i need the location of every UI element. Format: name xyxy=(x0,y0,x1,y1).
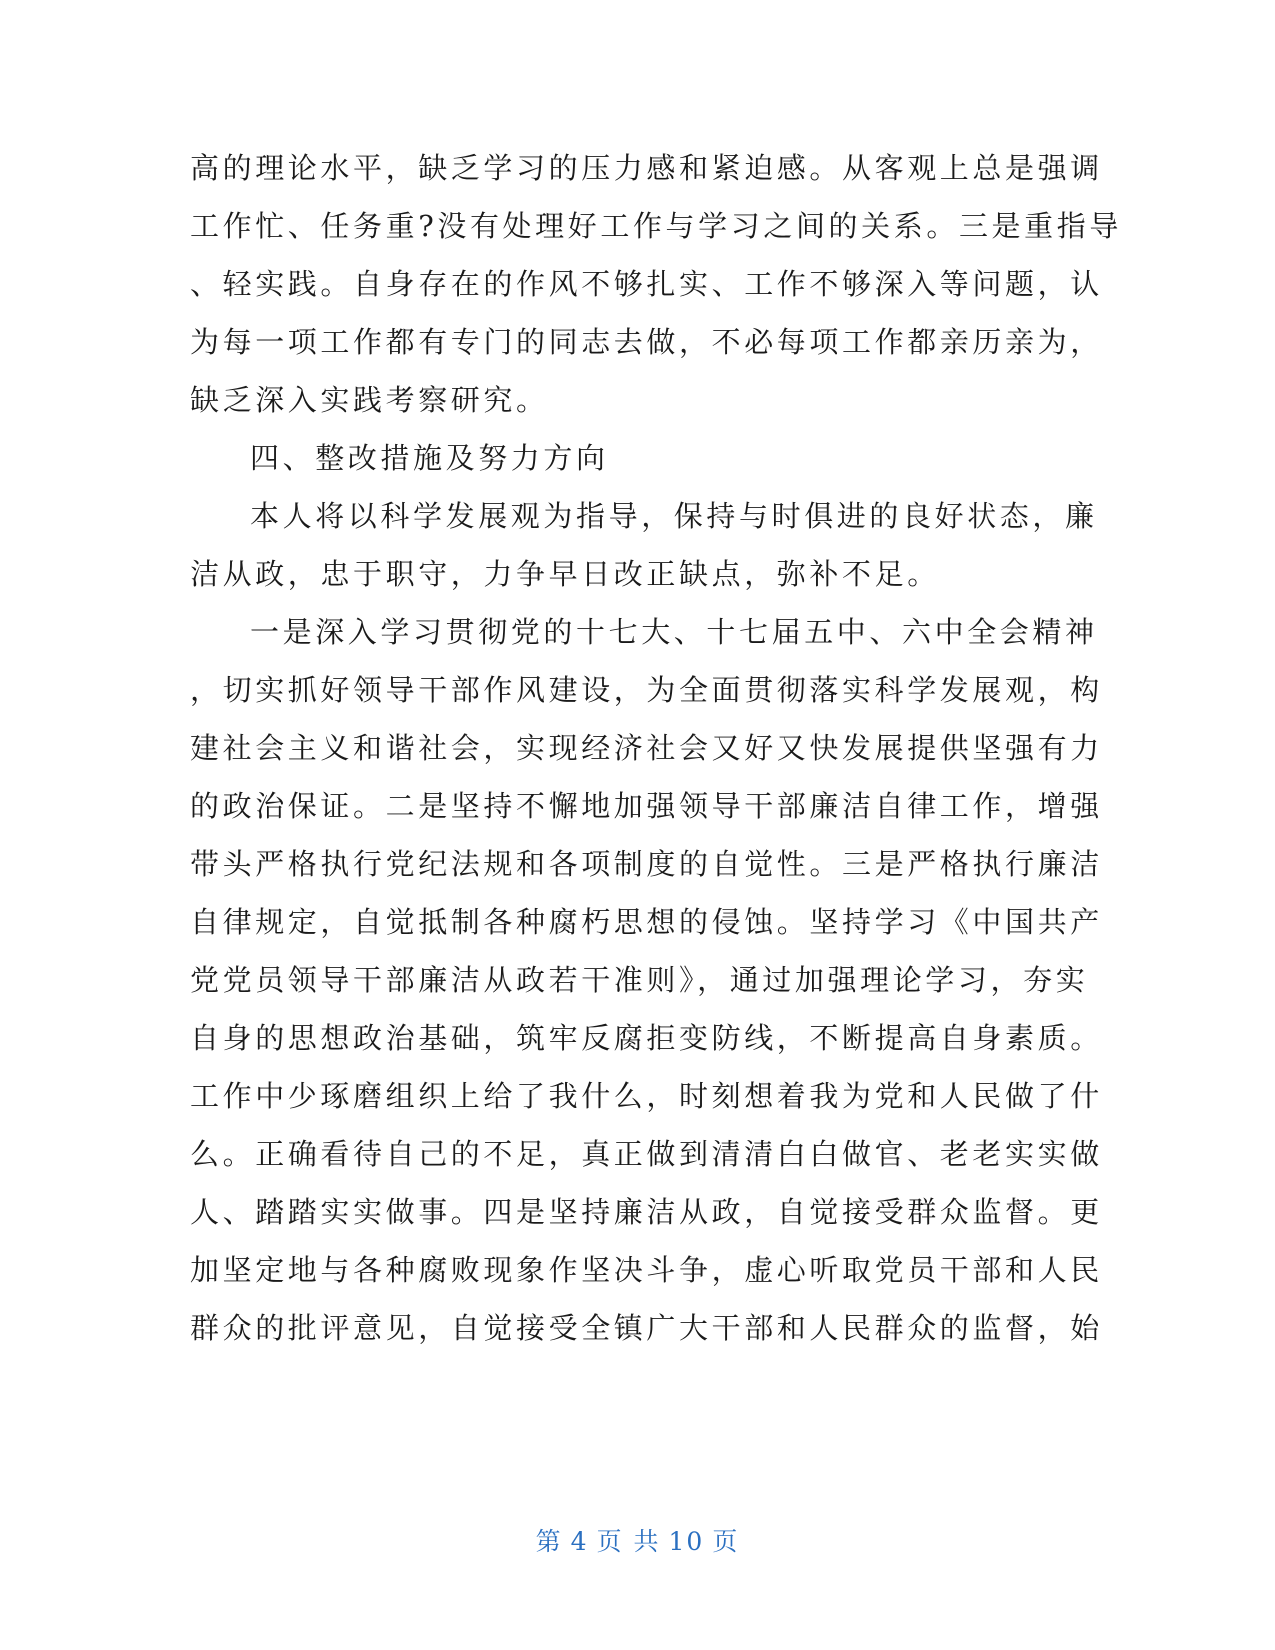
body-line: 带头严格执行党纪法规和各项制度的自觉性。三是严格执行廉洁 xyxy=(190,847,1103,881)
footer-prefix: 第 xyxy=(535,1527,563,1556)
body-line: 的政治保证。二是坚持不懈地加强领导干部廉洁自律工作，增强 xyxy=(190,789,1103,823)
body-line: 工作中少琢磨组织上给了我什么，时刻想着我为党和人民做了什 xyxy=(190,1079,1103,1113)
body-line: 工作忙、任务重?没有处理好工作与学习之间的关系。三是重指导 xyxy=(190,209,1122,243)
body-line: 党党员领导干部廉洁从政若干准则》，通过加强理论学习，夯实 xyxy=(190,963,1089,997)
total-page-number: 10 xyxy=(668,1527,705,1556)
body-line: 么。正确看待自己的不足，真正做到清清白白做官、老老实实做 xyxy=(190,1137,1103,1171)
body-line: 洁从政，忠于职守，力争早日改正缺点，弥补不足。 xyxy=(190,557,940,591)
body-line: 、轻实践。自身存在的作风不够扎实、工作不够深入等问题，认 xyxy=(190,267,1103,301)
body-line: 缺乏深入实践考察研究。 xyxy=(190,383,549,417)
footer-middle: 页 共 xyxy=(596,1527,661,1556)
body-line: 加坚定地与各种腐败现象作坚决斗争，虚心听取党员干部和人民 xyxy=(190,1253,1103,1287)
body-line: 人、踏踏实实做事。四是坚持廉洁从政，自觉接受群众监督。更 xyxy=(190,1195,1103,1229)
body-line: ，切实抓好领导干部作风建设，为全面贯彻落实科学发展观，构 xyxy=(190,673,1103,707)
body-line: 群众的批评意见，自觉接受全镇广大干部和人民群众的监督，始 xyxy=(190,1311,1103,1345)
body-line: 自身的思想政治基础，筑牢反腐拒变防线，不断提高自身素质。 xyxy=(190,1021,1103,1055)
body-line: 自律规定，自觉抵制各种腐朽思想的侵蚀。坚持学习《中国共产 xyxy=(190,905,1103,939)
footer-suffix: 页 xyxy=(712,1527,740,1556)
body-line: 建社会主义和谐社会，实现经济社会又好又快发展提供坚强有力 xyxy=(190,731,1103,765)
page-number-footer xyxy=(0,1526,1275,1558)
paragraph-first-line: 本人将以科学发展观为指导，保持与时俱进的良好状态，廉 xyxy=(250,499,1098,533)
paragraph-first-line: 一是深入学习贯彻党的十七大、十七届五中、六中全会精神 xyxy=(250,615,1098,649)
current-page-number: 4 xyxy=(570,1527,589,1556)
body-line: 为每一项工作都有专门的同志去做，不必每项工作都亲历亲为， xyxy=(190,325,1103,359)
section-heading: 四、整改措施及努力方向 xyxy=(250,441,609,475)
body-line: 高的理论水平，缺乏学习的压力感和紧迫感。从客观上总是强调 xyxy=(190,151,1103,185)
